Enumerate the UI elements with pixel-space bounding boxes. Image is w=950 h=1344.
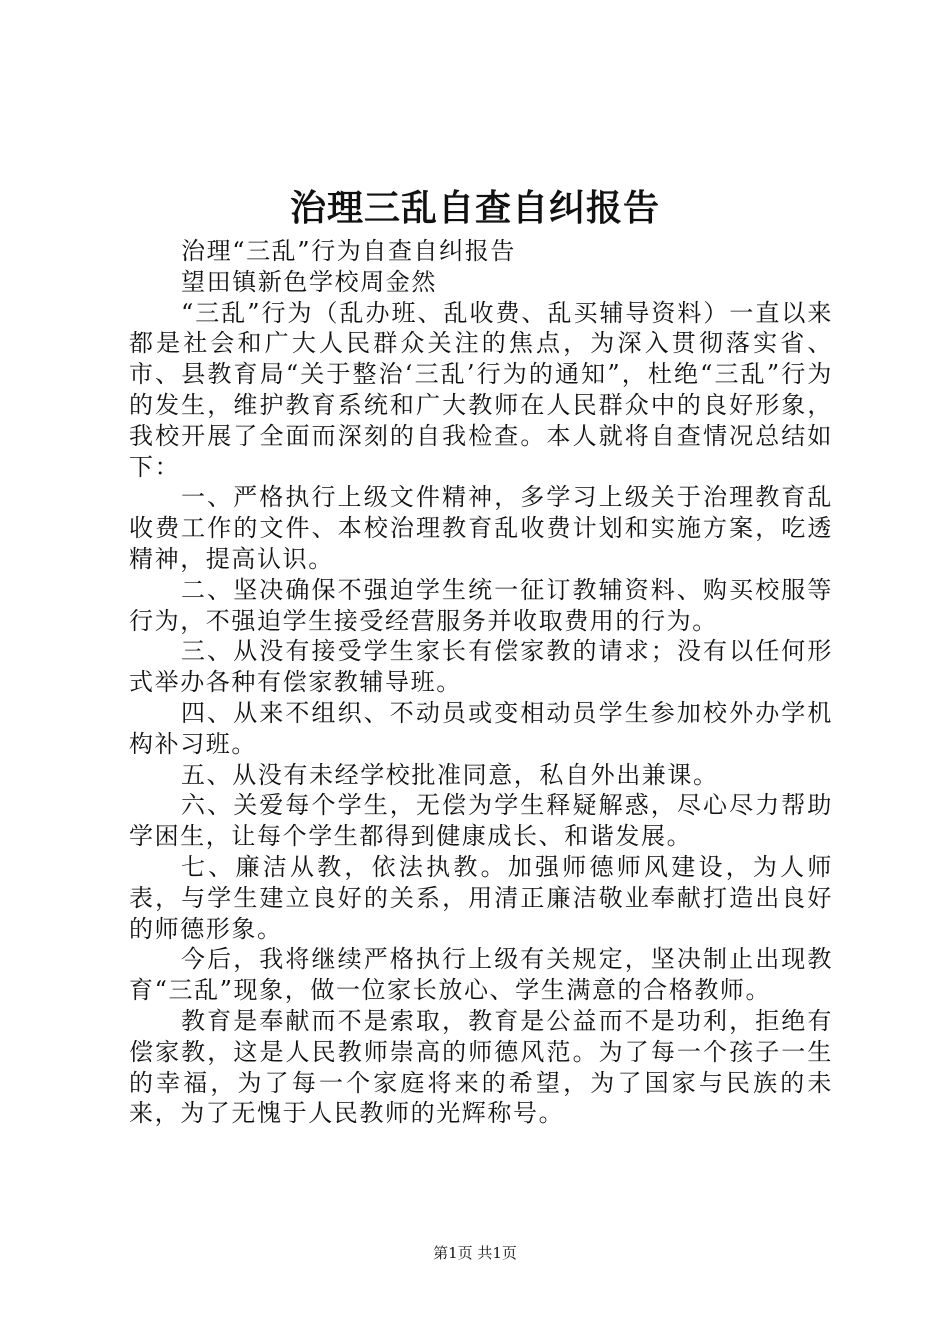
paragraph-item-2: 二、坚决确保不强迫学生统一征订教辅资料、购买校服等行为，不强迫学生接受经营服务并收取费用的行为。: [129, 575, 833, 635]
intro-paragraph: “三乱”行为（乱办班、乱收费、乱买辅导资料）一直以来都是社会和广大人民群众关注的焦点，为深入贯彻落实省、市、县教育局“关于整治‘三乱’行为的通知”，杜绝“三乱”行为的发生，维护教育系统和广大教师在人民群众中的良好形象，我校开展了全面而深刻的自我检查。本人就将自查情况总结如下：: [129, 298, 833, 481]
paragraph-item-3: 三、从没有接受学生家长有偿家教的请求；没有以任何形式举办各种有偿家教辅导班。: [129, 637, 833, 697]
author-line: 望田镇新色学校周金然: [181, 267, 437, 296]
paragraph-item-4: 四、从来不组织、不动员或变相动员学生参加校外办学机构补习班。: [129, 698, 833, 758]
closing-paragraph: 教育是奉献而不是索取，教育是公益而不是功利，拒绝有偿家教，这是人民教师崇高的师德风范。为了每一个孩子一生的幸福，为了每一个家庭将来的希望，为了国家与民族的未来，为了无愧于人民教师的光辉称号。: [129, 1006, 833, 1128]
paragraph-item-1: 一、严格执行上级文件精神，多学习上级关于治理教育乱收费工作的文件、本校治理教育乱收费计划和实施方案，吃透精神，提高认识。: [129, 483, 833, 573]
document-subtitle: 治理“三乱”行为自查自纠报告: [181, 237, 516, 265]
conclusion-paragraph: 今后，我将继续严格执行上级有关规定，坚决制止出现教育“三乱”现象，做一位家长放心、学生满意的合格教师。: [129, 945, 833, 1005]
paragraph-item-5: 五、从没有未经学校批准同意，私自外出兼课。: [181, 760, 719, 789]
document-body: [129, 236, 833, 1129]
paragraph-item-7: 七、廉洁从教，依法执教。加强师德师风建设，为人师表，与学生建立良好的关系，用清正廉洁敬业奉献打造出良好的师德形象。: [129, 852, 833, 943]
page-number-footer: 第1页 共1页: [433, 1244, 517, 1262]
paragraph-item-6: 六、关爱每个学生，无偿为学生释疑解惑，尽心尽力帮助学困生，让每个学生都得到健康成长、和谐发展。: [129, 791, 833, 851]
document-title: 治理三乱自查自纠报告: [289, 187, 660, 229]
